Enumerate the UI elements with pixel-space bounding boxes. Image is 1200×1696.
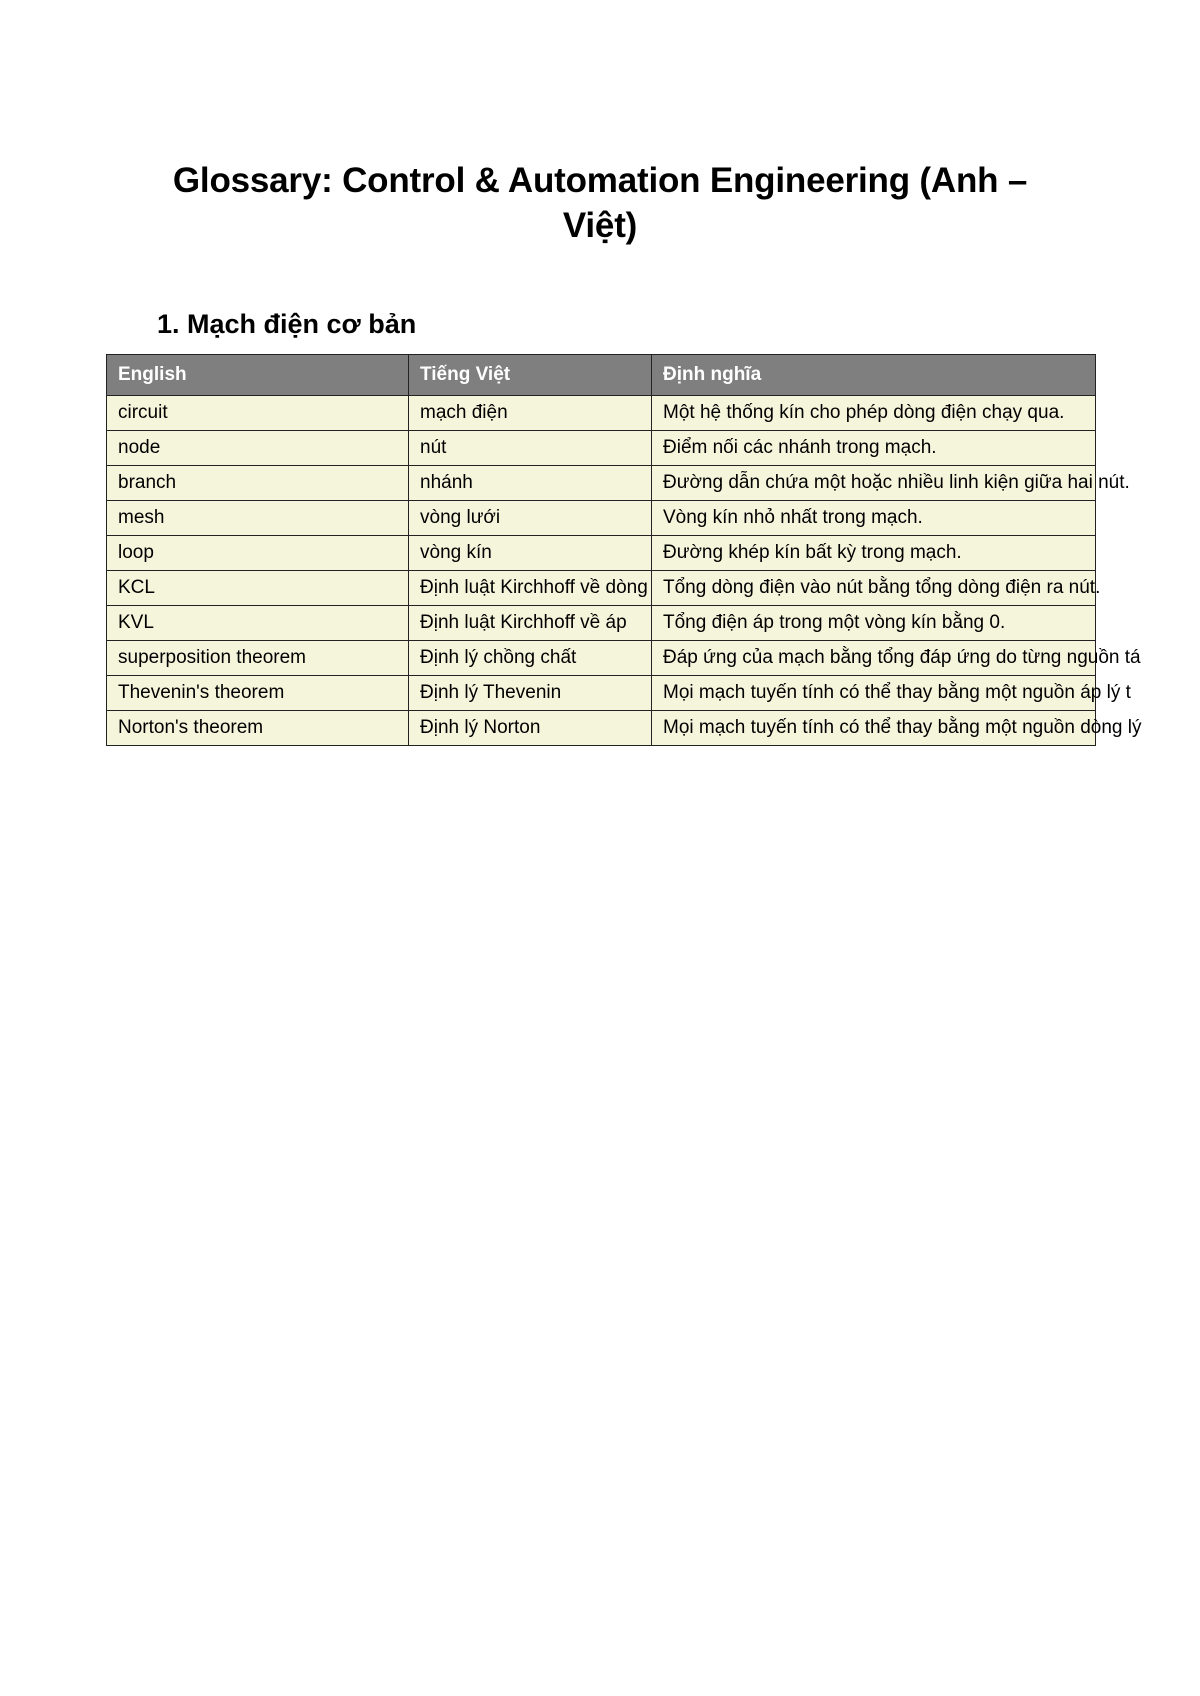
term-english: loop — [107, 536, 409, 571]
term-english: KCL — [107, 571, 409, 606]
table-row — [107, 571, 1096, 606]
table-row — [107, 431, 1096, 466]
term-english: superposition theorem — [107, 641, 409, 676]
column-header-vietnamese: Tiếng Việt — [409, 355, 652, 396]
term-vietnamese: mạch điện — [409, 396, 652, 431]
term-definition: Mọi mạch tuyến tính có thể thay bằng một nguồn dòng lý — [652, 711, 1096, 746]
term-vietnamese: Định luật Kirchhoff về áp — [409, 606, 652, 641]
term-english: KVL — [107, 606, 409, 641]
term-english: branch — [107, 466, 409, 501]
term-definition: Điểm nối các nhánh trong mạch. — [652, 431, 1096, 466]
term-vietnamese: Định lý Thevenin — [409, 676, 652, 711]
term-definition: Vòng kín nhỏ nhất trong mạch. — [652, 501, 1096, 536]
document-title: Glossary: Control & Automation Engineering (Anh – Việt) — [172, 161, 1028, 245]
term-english: circuit — [107, 396, 409, 431]
table-row — [107, 501, 1096, 536]
table-row — [107, 676, 1096, 711]
table-row — [107, 606, 1096, 641]
table-row — [107, 711, 1096, 746]
term-vietnamese: Định lý chồng chất — [409, 641, 652, 676]
glossary-table — [106, 354, 1142, 746]
term-definition: Đường dẫn chứa một hoặc nhiều linh kiện giữa hai nút. — [652, 466, 1096, 501]
term-definition: Một hệ thống kín cho phép dòng điện chạy qua. — [652, 396, 1096, 431]
term-definition: Tổng điện áp trong một vòng kín bằng 0. — [652, 606, 1096, 641]
term-vietnamese: Định luật Kirchhoff về dòng — [409, 571, 652, 606]
term-definition: Đáp ứng của mạch bằng tổng đáp ứng do từng nguồn tá — [652, 641, 1096, 676]
table-row — [107, 466, 1096, 501]
term-vietnamese: nút — [409, 431, 652, 466]
term-english: Norton's theorem — [107, 711, 409, 746]
term-vietnamese: Định lý Norton — [409, 711, 652, 746]
column-header-english: English — [107, 355, 409, 396]
column-header-definition: Định nghĩa — [652, 355, 1096, 396]
term-english: Thevenin's theorem — [107, 676, 409, 711]
table-header-row — [107, 355, 1096, 396]
table-row — [107, 641, 1096, 676]
term-definition: Tổng dòng điện vào nút bằng tổng dòng điện ra nút. — [652, 571, 1096, 606]
term-english: node — [107, 431, 409, 466]
term-vietnamese: nhánh — [409, 466, 652, 501]
term-vietnamese: vòng kín — [409, 536, 652, 571]
term-vietnamese: vòng lưới — [409, 501, 652, 536]
term-definition: Mọi mạch tuyến tính có thể thay bằng một nguồn áp lý t — [652, 676, 1096, 711]
term-english: mesh — [107, 501, 409, 536]
term-definition: Đường khép kín bất kỳ trong mạch. — [652, 536, 1096, 571]
section-heading: 1. Mạch điện cơ bản — [157, 309, 417, 339]
table-row — [107, 536, 1096, 571]
table-row — [107, 396, 1096, 431]
